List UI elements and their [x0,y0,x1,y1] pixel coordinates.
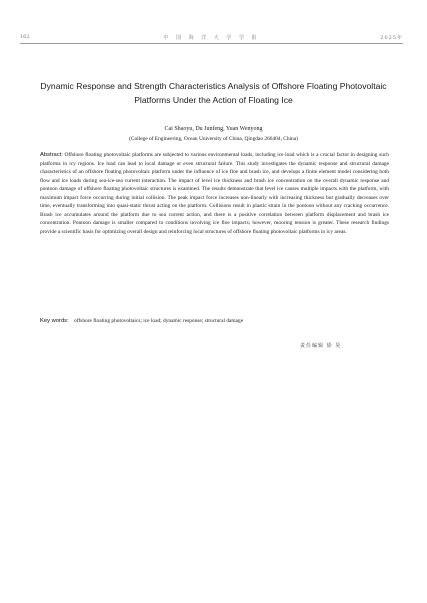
article-title: Dynamic Response and Strength Characteristics Analysis of Offshore Floating Photovoltaic Platforms Under the Action of Floating Ice [40,81,387,105]
keywords-text: offshore floating photovoltaics; ice load; dynamic response; structural damage [74,318,244,324]
abstract-label: Abstract: [40,152,63,158]
journal-year: 2025年 [380,35,403,41]
journal-name: 中 国 海 洋 大 学 学 报 [163,35,260,41]
keywords-label: Key words: [40,318,69,324]
author-list: Cai Shaoyu, Du Junfeng, Yuan Wenyong [164,126,263,132]
abstract-block [40,151,389,236]
abstract-text: Offshore floating photovoltaic platforms are subjected to various environmental loads, including ice load which is a crucial factor in designing such platforms in icy regions. Ice load can lead to local damage or even structural failure. This study investigates the dynamic response and structural damage characteristics of an offshore floating photovoltaic platform under the influence of ice floe and brash ice, and develops a finite element model considering both flow and ice loads during sea-ice-sea current interaction. The impact of level ice thickness and brash ice concentration on the overall dynamic response and pontoon damage of offshore floating photovoltaic structures is examined. The results demonstrate that level ice causes multiple impacts with the platform, with maximum impact force occurring during initial collision. The peak impact force increases non-linearly with increasing thickness but gradually decreases over time, eventually transforming into quasi-static thrust acting on the platform. Collisions result in plastic strain in the pontoon without any cracking occurrence. Brash ice accumulates around the platform due to sea current action, and there is a positive correlation between platform displacement and brash ice concentration. Pontoon damage is smaller compared to conditions involving ice floe impacts; however, mooring tension is greater. These research findings provide a scientific basis for optimizing overall design and reinforcing local structures of offshore floating photovoltaic platforms in icy areas. [40,152,390,235]
author-affiliation: (College of Engineering, Ocean University of China, Qingdao 266404, China) [129,136,298,142]
page-number: 162 [20,34,30,40]
keywords-block [40,318,389,324]
responsible-editor: 责任编辑 徐 昊 [300,343,342,349]
header-rule [20,43,403,44]
